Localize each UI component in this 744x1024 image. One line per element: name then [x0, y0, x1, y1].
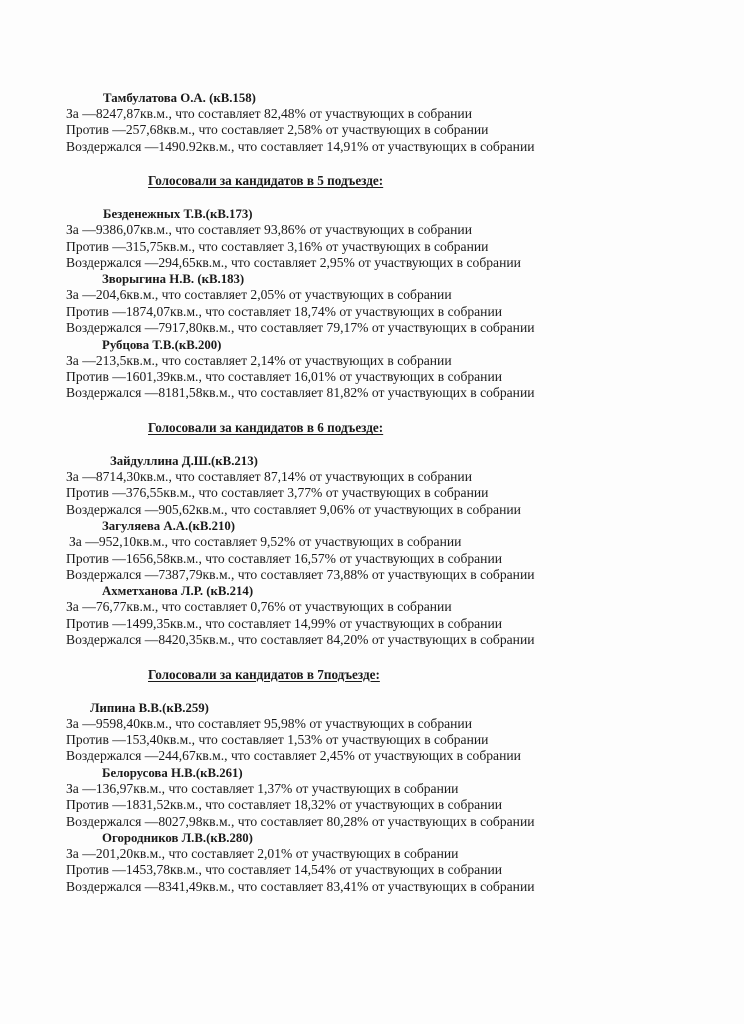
vote-abstain-line: Воздержался —8420,35кв.м., что составляет 84,20% от участвующих в собрании [66, 632, 535, 648]
candidate-block [66, 206, 726, 271]
vote-abstain-line: Воздержался —7917,80кв.м., что составляет 79,17% от участвующих в собрании [66, 320, 535, 336]
section-title: Голосовали за кандидатов в 6 подъезде: [148, 419, 384, 435]
vote-for-line: За —9598,40кв.м., что составляет 95,98% от участвующих в собрании [66, 715, 472, 731]
candidate-name: Зайдуллина Д.Ш.(кВ.213) [110, 453, 258, 468]
vote-against-line: Против —1453,78кв.м., что составляет 14,54% от участвующих в собрании [66, 862, 503, 878]
vote-abstain-line: Воздержался —8181,58кв.м., что составляет 81,82% от участвующих в собрании [66, 385, 535, 401]
candidate-name: Ахметханова Л.Р. (кВ.214) [102, 584, 254, 599]
vote-for-line: За —9386,07кв.м., что составляет 93,86% от участвующих в собрании [66, 222, 472, 238]
candidate-name: Огородников Л.В.(кВ.280) [102, 830, 253, 845]
section-4-entrance-continued [66, 90, 726, 155]
vote-abstain-line: Воздержался —244,67кв.м., что составляет 2,45% от участвующих в собрании [66, 748, 521, 764]
vote-for-line: За —201,20кв.м., что составляет 2,01% от участвующих в собрании [66, 845, 459, 861]
vote-against-line: Против —1601,39кв.м., что составляет 16,01% от участвующих в собрании [66, 369, 503, 385]
vote-against-line: Против —153,40кв.м., что составляет 1,53% от участвующих в собрании [66, 731, 489, 747]
candidate-name: Рубцова Т.В.(кВ.200) [102, 337, 222, 352]
candidate-block [66, 90, 726, 155]
vote-abstain-line: Воздержался —294,65кв.м., что составляет 2,95% от участвующих в собрании [66, 255, 521, 271]
vote-for-line: За —213,5кв.м., что составляет 2,14% от участвующих в собрании [66, 352, 452, 368]
vote-abstain-line: Воздержался —8341,49кв.м., что составляет 83,41% от участвующих в собрании [66, 878, 535, 894]
candidate-name: Тамбулатова О.А. (кВ.158) [103, 91, 256, 105]
vote-for-line: За —76,77кв.м., что составляет 0,76% от участвующих в собрании [66, 599, 452, 615]
section-title: Голосовали за кандидатов в 7подъезде: [148, 666, 380, 682]
vote-abstain-line: Воздержался —7387,79кв.м., что составляет 73,88% от участвующих в собрании [66, 566, 535, 582]
candidate-name: Белорусова Н.В.(кВ.261) [102, 765, 243, 780]
section-5-entrance [66, 173, 726, 402]
candidate-block [66, 583, 726, 648]
candidate-name: Загуляева А.А.(кВ.210) [102, 519, 236, 534]
section-7-entrance [66, 667, 726, 896]
candidate-block [66, 518, 726, 583]
document-content [66, 90, 726, 895]
vote-against-line: Против —257,68кв.м., что составляет 2,58% от участвующих в собрании [66, 122, 489, 138]
vote-for-line: За —204,6кв.м., что составляет 2,05% от участвующих в собрании [66, 287, 452, 303]
vote-against-line: Против —315,75кв.м., что составляет 3,16% от участвующих в собрании [66, 238, 489, 254]
vote-against-line: Против —1656,58кв.м., что составляет 16,57% от участвующих в собрании [66, 550, 503, 566]
candidate-name: Зворыгина Н.В. (кВ.183) [102, 272, 245, 287]
section-title: Голосовали за кандидатов в 5 подъезде: [148, 173, 384, 189]
candidate-block [66, 830, 726, 895]
vote-against-line: Против —1874,07кв.м., что составляет 18,74% от участвующих в собрании [66, 303, 503, 319]
vote-for-line: За —952,10кв.м., что составляет 9,52% от участвующих в собрании [69, 534, 462, 550]
vote-for-line: За —8714,30кв.м., что составляет 87,14% от участвующих в собрании [66, 468, 472, 484]
vote-against-line: Против —1831,52кв.м., что составляет 18,32% от участвующих в собрании [66, 797, 503, 813]
vote-for-line: За —8247,87кв.м., что составляет 82,48% от участвующих в собрании [66, 106, 472, 121]
vote-against-line: Против —1499,35кв.м., что составляет 14,99% от участвующих в собрании [66, 615, 503, 631]
candidate-name: Безденежных Т.В.(кВ.173) [103, 207, 253, 222]
candidate-block [66, 700, 726, 765]
candidate-block [66, 271, 726, 336]
candidate-name: Липина В.В.(кВ.259) [90, 700, 209, 715]
vote-against-line: Против —376,55кв.м., что составляет 3,77% от участвующих в собрании [66, 485, 489, 501]
candidate-block [66, 765, 726, 830]
candidate-block [66, 337, 726, 402]
vote-abstain-line: Воздержался —8027,98кв.м., что составляет 80,28% от участвующих в собрании [66, 813, 535, 829]
vote-abstain-line: Воздержался —905,62кв.м., что составляет 9,06% от участвующих в собрании [66, 501, 521, 517]
section-6-entrance [66, 420, 726, 649]
candidate-block [66, 453, 726, 518]
vote-abstain-line: Воздержался —1490.92кв.м., что составляет 14,91% от участвующих в собрании [66, 138, 535, 154]
vote-for-line: За —136,97кв.м., что составляет 1,37% от участвующих в собрании [66, 780, 459, 796]
